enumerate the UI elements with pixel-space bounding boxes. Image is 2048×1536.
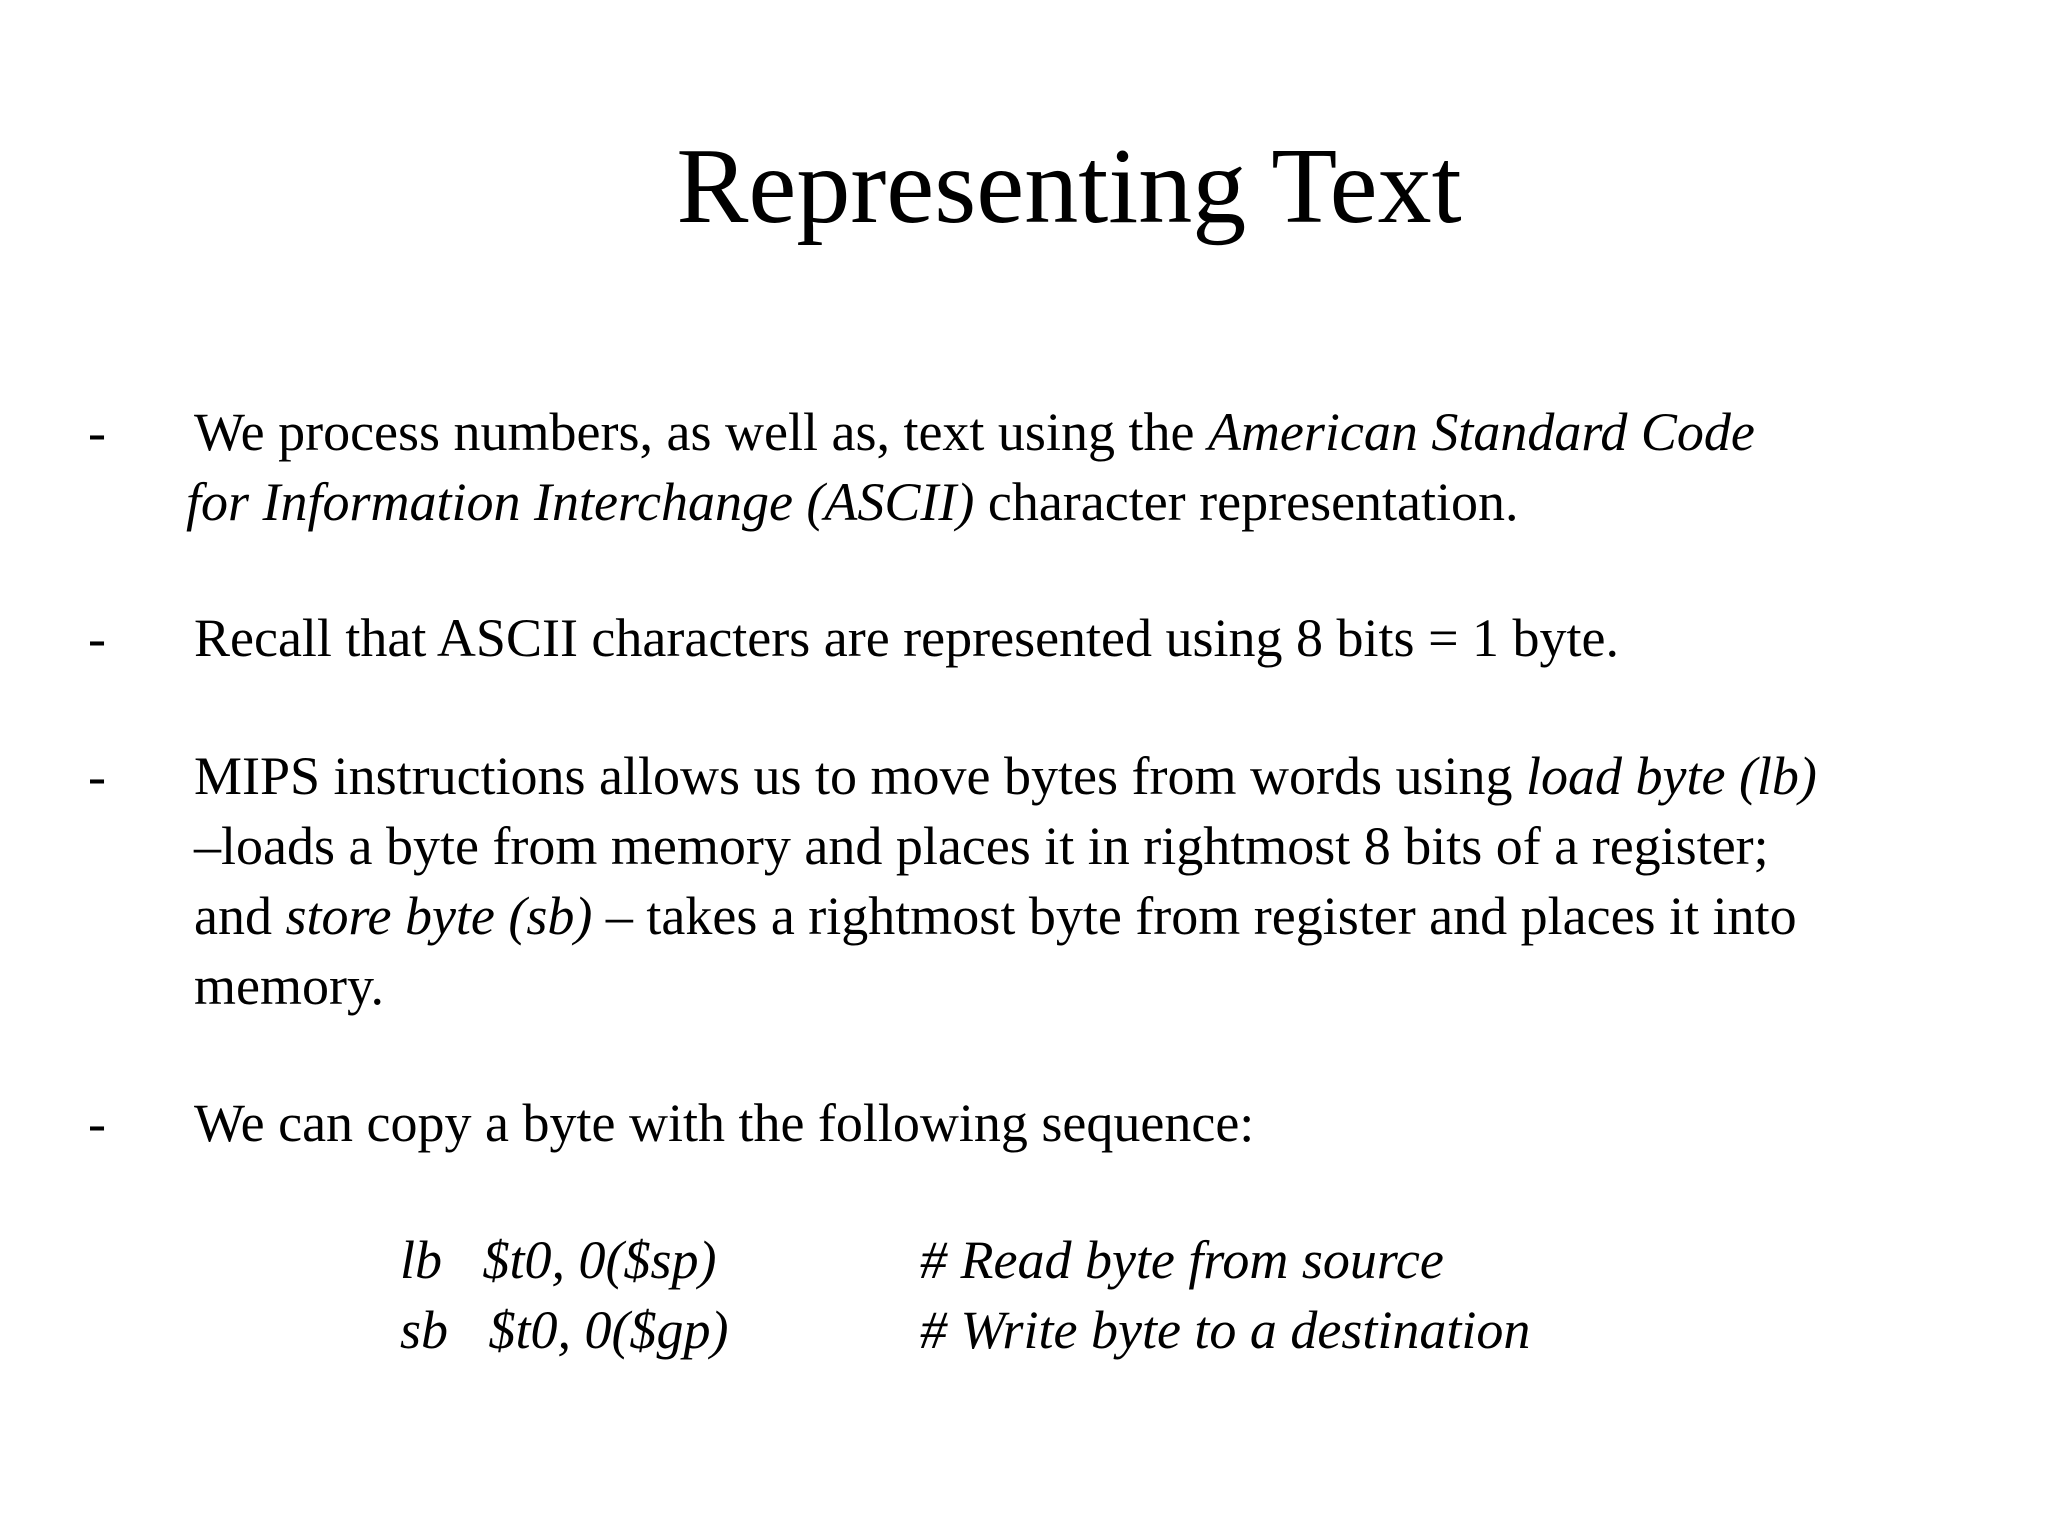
bullet-line: –loads a byte from memory and places it in rightmost 8 bits of a register; (194, 816, 1769, 876)
bullet-marker: - (88, 1093, 106, 1153)
bullet-marker: - (88, 608, 106, 668)
bullet-line (186, 467, 1954, 537)
bullet-line: Recall that ASCII characters are represented using 8 bits = 1 byte. (194, 608, 1619, 668)
italic-term: American Standard Code (1207, 402, 1755, 462)
bullet-line (194, 881, 1954, 951)
bullet-marker: - (88, 746, 106, 806)
code-line (0, 1295, 2048, 1365)
bullet-text (186, 397, 1954, 537)
code-sequence (0, 1225, 2048, 1365)
slide-title: Representing Text (676, 127, 1462, 246)
text-run: and (194, 886, 286, 946)
text-run: We process numbers, as well as, text using the (194, 402, 1208, 462)
code-comment: # Read byte from source (920, 1230, 1444, 1290)
bullet-marker: - (88, 402, 106, 462)
bullet-text (194, 603, 1954, 673)
italic-term: for Information Interchange (ASCII) (186, 472, 975, 532)
bullet-text (194, 741, 1954, 1021)
code-instruction: sb $t0, 0($gp) (400, 1300, 729, 1360)
bullet-line: We can copy a byte with the following sequence: (194, 1093, 1255, 1153)
code-comment: # Write byte to a destination (920, 1300, 1531, 1360)
text-run: – takes a rightmost byte from register and places it into (592, 886, 1797, 946)
code-instruction: lb $t0, 0($sp) (400, 1230, 717, 1290)
italic-term: store byte (sb) (285, 886, 593, 946)
text-run: MIPS instructions allows us to move bytes from words using (194, 746, 1526, 806)
bullet-line (194, 741, 1954, 811)
code-line (0, 1225, 2048, 1295)
text-run: character representation. (974, 472, 1519, 532)
bullet-text (194, 1088, 1954, 1158)
bullet-line: memory. (194, 956, 384, 1016)
bullet-line (194, 397, 1954, 467)
italic-term: load byte (lb) (1526, 746, 1817, 806)
